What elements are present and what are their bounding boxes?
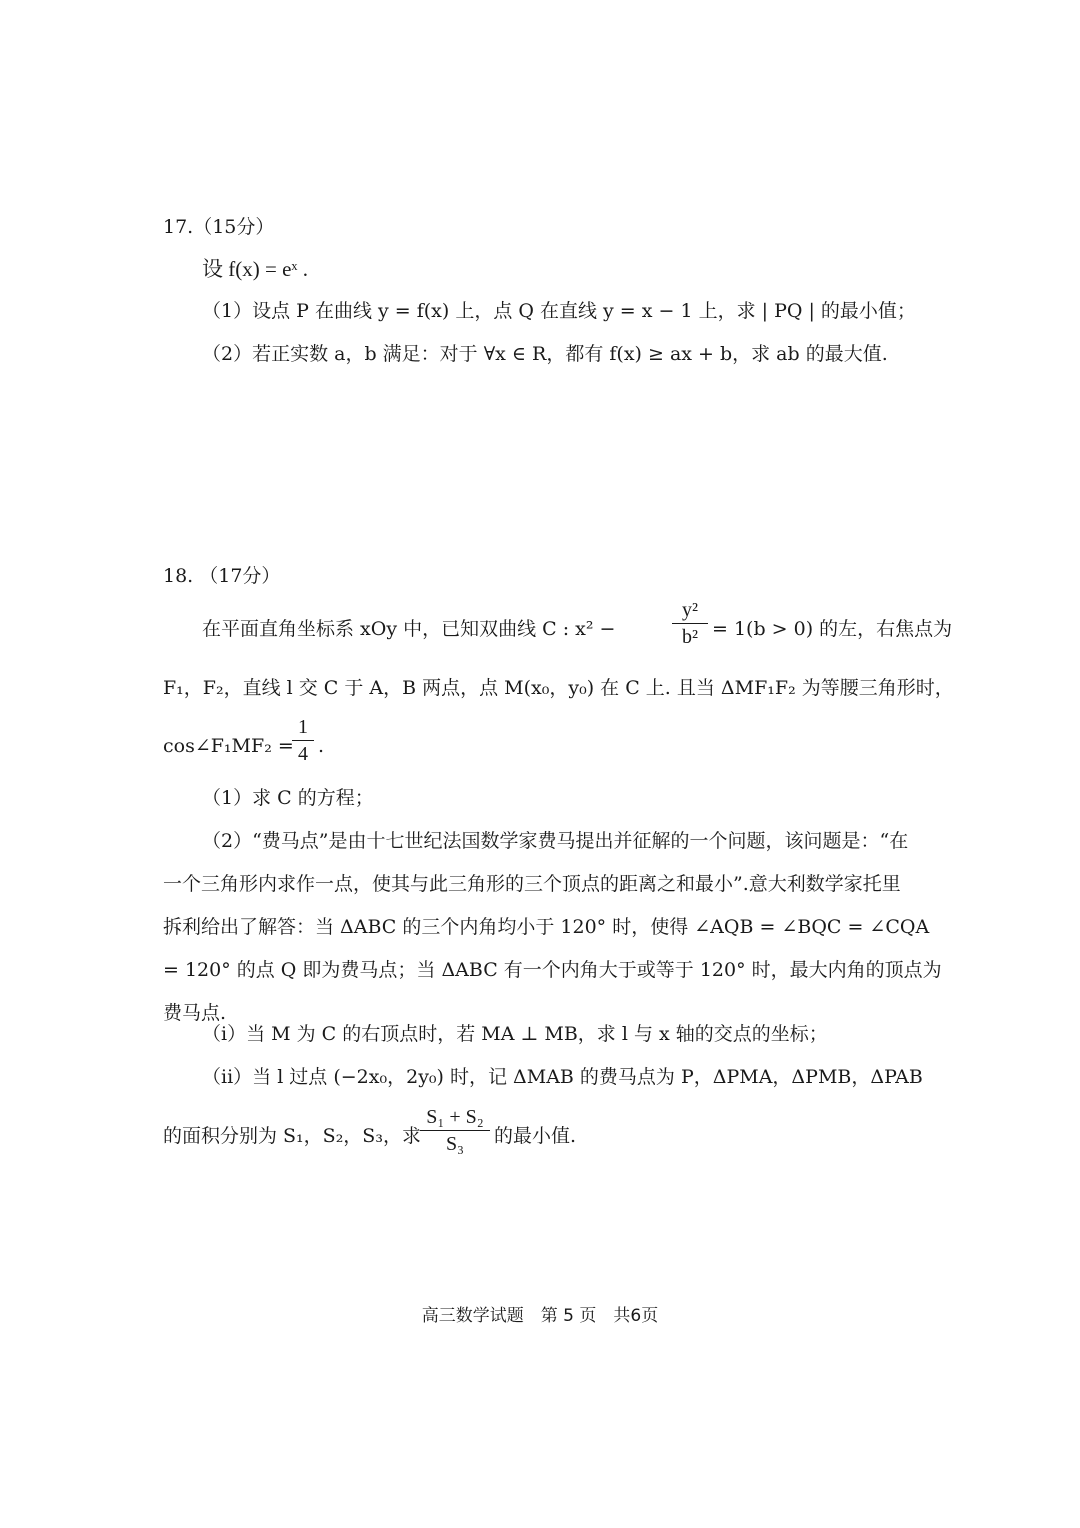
q18-part2-line4: = 120° 的点 Q 即为费马点；当 ΔABC 有一个内角大于或等于 120° 时，最大内角的顶点为 (163, 959, 942, 981)
fraction-numerator: S₁ + S₂ (426, 1106, 484, 1128)
fraction-bar (672, 623, 708, 624)
page-footer: 高三数学试题 第 5 页 共6页 (421, 1306, 659, 1326)
q18-part2-line5: 费马点. (163, 1002, 227, 1024)
q18-sub-ii-line2-b: 的最小值. (494, 1125, 577, 1147)
q17-part2: （2）若正实数 a，b 满足：对于 ∀x ∈ R，都有 f(x) ≥ ax + b，求 ab 的最大值. (202, 343, 888, 365)
q17-intro: 设 f(x) = eˣ . (202, 257, 308, 281)
q18-line3-a: cos∠F₁MF₂ = (163, 735, 294, 757)
q18-line3-b: . (318, 735, 325, 757)
q18-fraction-one-quarter (292, 715, 314, 766)
q18-part2-line1: （2）“费马点”是由十七世纪法国数学家费马提出并征解的一个问题，该问题是：“在 (202, 830, 909, 852)
q17-header: 17.（15分） (163, 216, 275, 238)
fraction-bar (420, 1130, 490, 1131)
q18-line1-a: 在平面直角坐标系 xOy 中，已知双曲线 C : x² − (202, 618, 616, 640)
q18-header: 18. （17分） (163, 565, 281, 587)
q18-sub-ii-line2-a: 的面积分别为 S₁，S₂，S₃，求 (163, 1125, 421, 1147)
q18-line2: F₁，F₂，直线 l 交 C 于 A，B 两点，点 M(x₀，y₀) 在 C 上. 且当 ΔMF₁F₂ 为等腰三角形时， (163, 677, 954, 699)
q18-part1: （1）求 C 的方程； (202, 787, 374, 809)
q18-fraction-s-ratio (420, 1105, 490, 1156)
q18-sub-i: （i）当 M 为 C 的右顶点时，若 MA ⊥ MB，求 l 与 x 轴的交点的坐标； (202, 1023, 828, 1045)
q18-sub-ii-line1: （ii）当 l 过点 (−2x₀，2y₀) 时，记 ΔMAB 的费马点为 P，ΔPMA，ΔPMB，ΔPAB (202, 1066, 923, 1088)
fraction-bar (292, 740, 314, 741)
q17-part1: （1）设点 P 在曲线 y = f(x) 上，点 Q 在直线 y = x − 1 上，求 | PQ | 的最小值； (202, 300, 916, 322)
fraction-denominator: b² (682, 626, 698, 648)
q18-part2-line3: 拆利给出了解答：当 ΔABC 的三个内角均小于 120° 时，使得 ∠AQB = ∠BQC = ∠CQA (163, 916, 930, 938)
q18-line1-b: = 1(b > 0) 的左，右焦点为 (712, 618, 953, 640)
fraction-numerator: y² (682, 599, 698, 621)
q18-part2-line2: 一个三角形内求作一点，使其与此三角形的三个顶点的距离之和最小”.意大利数学家托里 (163, 873, 901, 895)
fraction-denominator: 4 (298, 743, 308, 765)
fraction-denominator: S₃ (445, 1133, 465, 1155)
fraction-numerator: 1 (298, 716, 308, 738)
q18-fraction-y2-b2 (672, 598, 708, 649)
